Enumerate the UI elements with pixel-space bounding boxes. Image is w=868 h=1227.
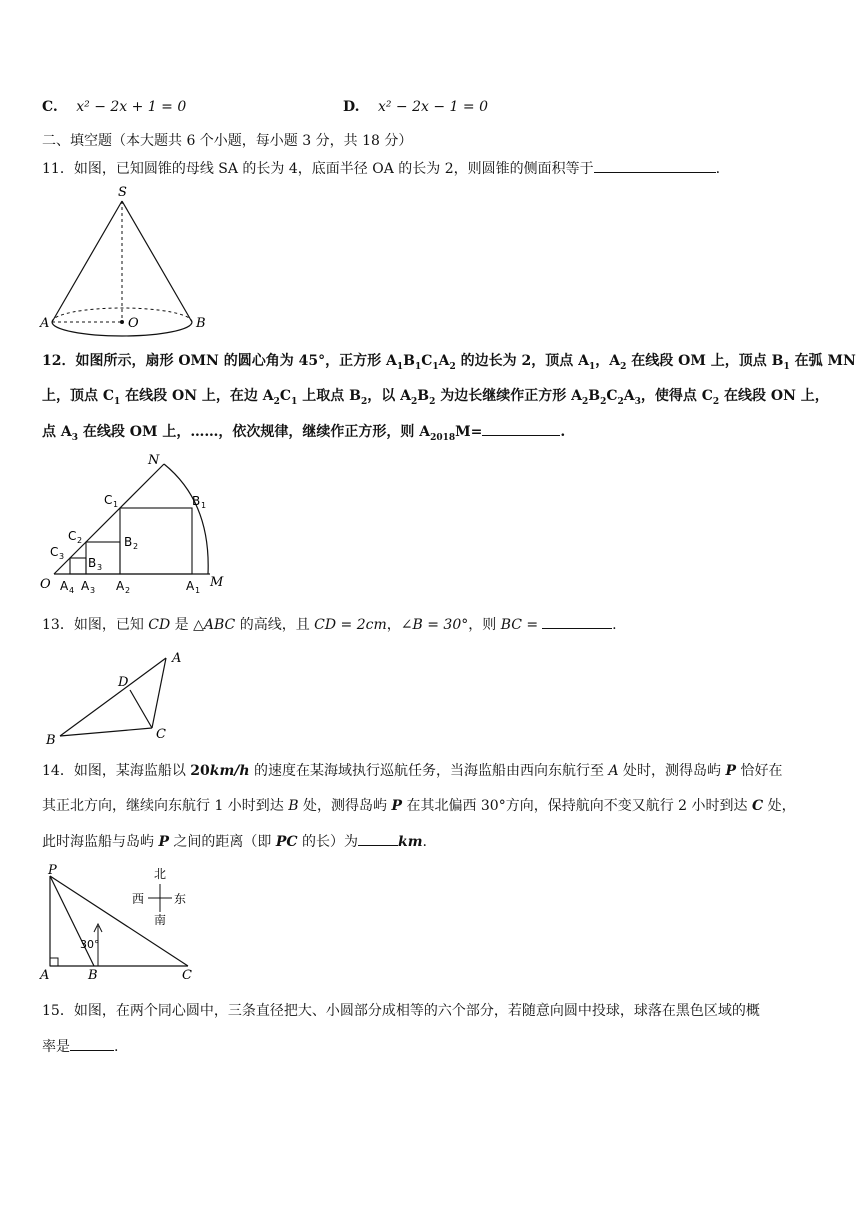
sub: 2 bbox=[133, 542, 139, 551]
navigation-figure bbox=[36, 862, 236, 982]
text: 的速度在某海域执行巡航任务，当海监船由西向东航行至 bbox=[249, 763, 609, 779]
text: 处， bbox=[763, 798, 796, 814]
sub: 2 bbox=[581, 396, 589, 407]
text: 如图，已知 bbox=[73, 617, 149, 633]
unit-km: km bbox=[398, 834, 423, 850]
label-d: D bbox=[118, 675, 129, 690]
sub: 2 bbox=[449, 361, 456, 372]
label-b: B bbox=[46, 733, 56, 748]
text: C bbox=[421, 353, 433, 369]
label-b3: B bbox=[88, 556, 97, 570]
speed-unit: km/h bbox=[209, 763, 250, 779]
label-c: C bbox=[156, 727, 166, 742]
text: 之间的距离（即 bbox=[168, 834, 276, 850]
question-text: 如图，已知圆锥的母线 SA 的长为 4，底面半径 OA 的长为 2，则圆锥的侧面积等于 bbox=[73, 161, 594, 177]
question-14-line2 bbox=[42, 796, 796, 816]
text: 处时，测得岛屿 bbox=[618, 763, 726, 779]
speed-value: 20 bbox=[190, 763, 210, 779]
sub: 2 bbox=[429, 396, 436, 407]
question-number: 13． bbox=[42, 617, 74, 633]
text: ，A bbox=[595, 353, 621, 369]
compass-west: 西 bbox=[132, 892, 145, 906]
text: 是 △ bbox=[170, 617, 204, 633]
text: 处，测得岛屿 bbox=[298, 798, 392, 814]
text: ，以 A bbox=[367, 388, 411, 404]
sector-squares-figure bbox=[36, 452, 236, 602]
period: . bbox=[715, 161, 721, 177]
question-15-line2 bbox=[42, 1036, 118, 1057]
sub: 2 bbox=[620, 361, 627, 372]
point-p: P bbox=[391, 798, 402, 814]
question-14-line1 bbox=[42, 761, 783, 781]
sub: 2 bbox=[712, 396, 720, 407]
label-c1: C bbox=[104, 493, 113, 507]
sub: 3 bbox=[90, 586, 96, 595]
sub: 1 bbox=[195, 586, 201, 595]
label-a4: A bbox=[60, 579, 69, 593]
label-b: B bbox=[196, 316, 206, 331]
text: 恰好在 bbox=[736, 763, 783, 779]
math: BC = bbox=[500, 617, 539, 633]
point-p: P bbox=[158, 834, 169, 850]
label-a2: A bbox=[116, 579, 125, 593]
math: CD bbox=[148, 617, 171, 633]
cone-figure bbox=[38, 183, 238, 333]
text: ，则 bbox=[468, 617, 501, 633]
text: 其正北方向，继续向东航行 1 小时到达 bbox=[42, 798, 289, 814]
compass-south: 南 bbox=[154, 913, 167, 927]
text: 上取点 B bbox=[297, 388, 361, 404]
sub: 3 bbox=[634, 396, 641, 407]
label-o: O bbox=[40, 577, 51, 592]
sub: 3 bbox=[59, 552, 65, 561]
segment-pc: PC bbox=[275, 834, 298, 850]
text: C bbox=[279, 388, 292, 404]
label-c: C bbox=[182, 968, 192, 983]
label-o: O bbox=[128, 316, 139, 331]
question-15-line1 bbox=[42, 1001, 760, 1021]
label-a1: A bbox=[186, 579, 195, 593]
math: ∠B = 30° bbox=[400, 617, 469, 633]
point-a: A bbox=[608, 763, 619, 779]
question-number: 15． bbox=[42, 1003, 74, 1019]
text: A bbox=[438, 353, 450, 369]
point-p: P bbox=[725, 763, 737, 779]
text: ，使得点 C bbox=[640, 388, 713, 404]
sub: 2 bbox=[360, 396, 368, 407]
sub: 1 bbox=[414, 361, 422, 372]
text: 上，顶点 C bbox=[42, 388, 115, 404]
question-13 bbox=[42, 614, 617, 635]
compass-icon bbox=[132, 867, 186, 927]
label-b: B bbox=[88, 968, 98, 983]
text: 如图所示，扇形 OMN 的圆心角为 45°，正方形 A bbox=[75, 353, 397, 369]
label-c3: C bbox=[50, 545, 59, 559]
option-d bbox=[343, 97, 488, 117]
sub: 1 bbox=[113, 500, 119, 509]
sub: 3 bbox=[97, 563, 103, 572]
label-b1: B bbox=[192, 494, 201, 508]
sub: 2 bbox=[77, 536, 83, 545]
question-number: 12． bbox=[42, 353, 76, 369]
label-b2: B bbox=[124, 535, 133, 549]
answer-blank[interactable] bbox=[594, 158, 716, 173]
point-b: B bbox=[288, 798, 299, 814]
answer-blank[interactable] bbox=[358, 831, 398, 846]
question-number: 11． bbox=[42, 161, 74, 177]
sub: 1 bbox=[396, 361, 404, 372]
sub: 2018 bbox=[430, 432, 456, 443]
sub: 1 bbox=[201, 501, 207, 510]
text: 在其北偏西 30°方向，保持航向不变又航行 2 小时到达 bbox=[402, 798, 752, 814]
section-heading: 二、填空题（本大题共 6 个小题，每小题 3 分，共 18 分） bbox=[42, 133, 413, 149]
text: 的长）为 bbox=[297, 834, 359, 850]
sub: 1 bbox=[783, 361, 790, 372]
text: 在线段 OM 上，顶点 B bbox=[626, 353, 784, 369]
label-a: A bbox=[172, 651, 182, 666]
option-d-label: D. bbox=[343, 99, 360, 115]
text: 在线段 OM 上，……，依次规律，继续作正方形，则 A bbox=[78, 424, 431, 440]
sub: 1 bbox=[432, 361, 439, 372]
label-a: A bbox=[40, 316, 50, 331]
sub: 2 bbox=[617, 396, 624, 407]
option-d-equation: x² − 2x − 1 = 0 bbox=[377, 99, 488, 115]
text: 在线段 ON 上，在边 A bbox=[120, 388, 274, 404]
period: . bbox=[422, 834, 427, 850]
triangle-figure bbox=[44, 648, 204, 748]
option-c bbox=[42, 97, 186, 117]
option-c-label: C. bbox=[42, 99, 58, 115]
angle-label: 30° bbox=[80, 938, 100, 951]
text: C bbox=[606, 388, 618, 404]
period: . bbox=[114, 1039, 119, 1055]
text: 此时海监船与岛屿 bbox=[42, 834, 159, 850]
label-p: P bbox=[48, 863, 57, 878]
answer-blank[interactable] bbox=[70, 1036, 114, 1051]
text: B bbox=[588, 388, 601, 404]
math: CD = 2cm bbox=[314, 617, 387, 633]
answer-blank[interactable] bbox=[542, 614, 612, 629]
label-m: M bbox=[210, 575, 224, 590]
point-c: C bbox=[751, 798, 764, 814]
text: 为边长继续作正方形 A bbox=[435, 388, 582, 404]
option-c-equation: x² − 2x + 1 = 0 bbox=[76, 99, 187, 115]
text: 在弧 MN bbox=[789, 353, 856, 369]
sub: 1 bbox=[291, 396, 298, 407]
question-12-line2 bbox=[42, 386, 829, 412]
text: 如图，在两个同心圆中，三条直径把大、小圆部分成相等的六个部分，若随意向圆中投球，球落在黑色区域的概 bbox=[73, 1003, 760, 1019]
label-s: S bbox=[118, 185, 127, 200]
answer-blank[interactable] bbox=[482, 421, 560, 436]
text: 的边长为 2，顶点 A bbox=[455, 353, 589, 369]
question-number: 14． bbox=[42, 763, 74, 779]
label-n: N bbox=[148, 453, 160, 468]
sub: 3 bbox=[71, 432, 79, 443]
label-c2: C bbox=[68, 529, 77, 543]
text: M= bbox=[455, 424, 483, 440]
sub: 1 bbox=[589, 361, 596, 372]
text: 率是 bbox=[42, 1039, 70, 1055]
label-a: A bbox=[40, 968, 50, 983]
sub: 2 bbox=[125, 586, 131, 595]
question-14-line3 bbox=[42, 831, 427, 852]
sub: 2 bbox=[273, 396, 280, 407]
period: . bbox=[612, 617, 617, 633]
compass-north: 北 bbox=[154, 867, 167, 881]
compass-east: 东 bbox=[174, 892, 187, 906]
math: ABC bbox=[203, 617, 236, 633]
question-12-line3 bbox=[42, 421, 565, 448]
text: 点 A bbox=[42, 424, 72, 440]
text: B bbox=[417, 388, 430, 404]
sub: 2 bbox=[410, 396, 418, 407]
text: 在线段 ON 上， bbox=[719, 388, 829, 404]
sub: 1 bbox=[114, 396, 121, 407]
text: B bbox=[403, 353, 415, 369]
text: A bbox=[623, 388, 635, 404]
sub: 2 bbox=[600, 396, 607, 407]
label-a3: A bbox=[81, 579, 90, 593]
question-11 bbox=[42, 158, 720, 179]
period: . bbox=[560, 424, 566, 440]
sub: 4 bbox=[69, 586, 75, 595]
question-12-line1 bbox=[42, 351, 856, 377]
text: ， bbox=[386, 617, 401, 633]
text: 如图，某海监船以 bbox=[73, 763, 191, 779]
text: 的高线，且 bbox=[235, 617, 315, 633]
